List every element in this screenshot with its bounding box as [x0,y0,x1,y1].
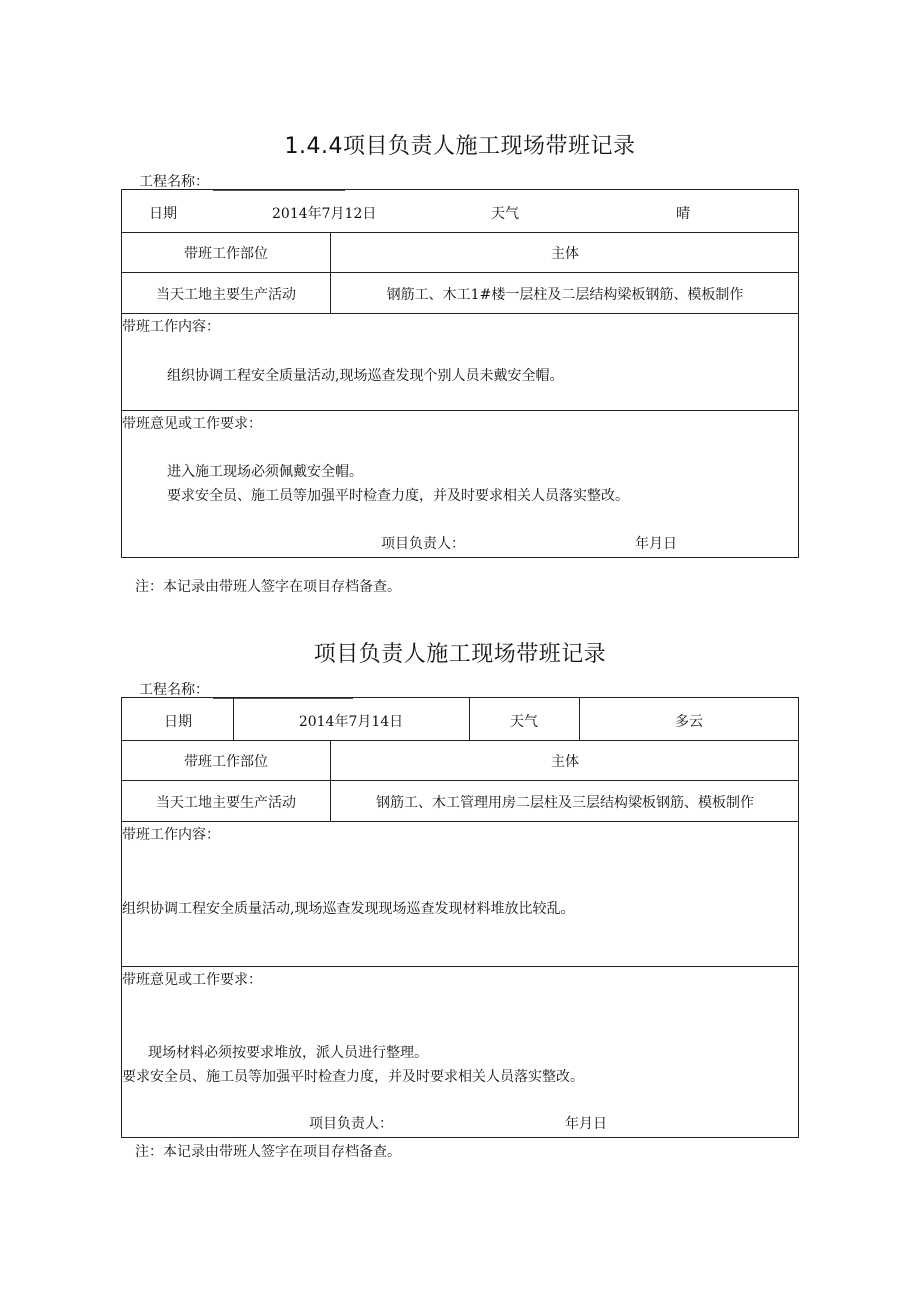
row-divider [122,966,798,967]
date-value: 2014年7月12日 [272,206,377,222]
opinion-label: 带班意见或工作要求： [122,972,262,988]
sign-date: 年月日 [565,1116,607,1132]
row-divider [122,740,798,741]
opinion-label: 带班意见或工作要求： [122,416,262,432]
row-divider [122,272,798,273]
content-label: 带班工作内容： [122,827,220,843]
activity-label: 当天工地主要生产活动 [156,287,296,303]
position-label: 带班工作部位 [184,754,268,770]
record1-project-name [139,171,345,191]
content-text: 组织协调工程安全质量活动,现场巡查发现个别人员未戴安全帽。 [167,368,564,384]
position-label: 带班工作部位 [184,246,268,262]
record2-project-name [139,679,353,699]
row-divider [122,410,798,411]
weather-value: 多云 [675,714,703,730]
weather-label: 天气 [510,714,538,730]
column-divider [330,232,331,313]
column-divider [469,698,470,740]
activity-value: 钢筋工、木工管理用房二层柱及三层结构梁板钢筋、模板制作 [376,795,754,811]
project-name-label: 工程名称： [139,682,209,698]
column-divider [233,698,234,740]
record1-title: 1.4.4项目负责人施工现场带班记录 [284,134,636,159]
date-value: 2014年7月14日 [298,714,404,730]
position-value: 主体 [551,754,579,770]
opinion-line-2: 要求安全员、施工员等加强平时检查力度，并及时要求相关人员落实整改。 [122,1069,584,1085]
record2-table [121,697,799,1138]
row-divider [122,780,798,781]
activity-value: 钢筋工、木工1#楼一层柱及二层结构梁板钢筋、模板制作 [386,287,744,303]
sign-date: 年月日 [635,536,677,552]
date-label: 日期 [149,206,177,222]
row-divider [122,313,798,314]
row-divider [122,232,798,233]
position-value: 主体 [551,246,579,262]
content-text: 组织协调工程安全质量活动,现场巡查发现现场巡查发现材料堆放比较乱。 [122,901,575,917]
opinion-line-1: 现场材料必须按要求堆放，派人员进行整理。 [148,1045,428,1061]
content-label: 带班工作内容： [122,319,220,335]
activity-label: 当天工地主要生产活动 [156,795,296,811]
opinion-line-1: 进入施工现场必须佩戴安全帽。 [167,464,363,480]
record2-title: 项目负责人施工现场带班记录 [313,642,607,667]
signer-label: 项目负责人： [381,536,465,552]
column-divider [330,740,331,821]
row-divider [122,821,798,822]
record1-table [121,189,799,558]
opinion-line-2: 要求安全员、施工员等加强平时检查力度，并及时要求相关人员落实整改。 [167,488,629,504]
record1-note: 注：本记录由带班人签字在项目存档备查。 [135,579,401,595]
project-name-label: 工程名称： [139,174,209,190]
date-label: 日期 [164,714,192,730]
weather-value: 晴 [676,206,690,222]
column-divider [579,698,580,740]
signer-label: 项目负责人： [309,1116,393,1132]
record2-note: 注：本记录由带班人签字在项目存档备查。 [135,1144,401,1160]
weather-label: 天气 [491,206,519,222]
